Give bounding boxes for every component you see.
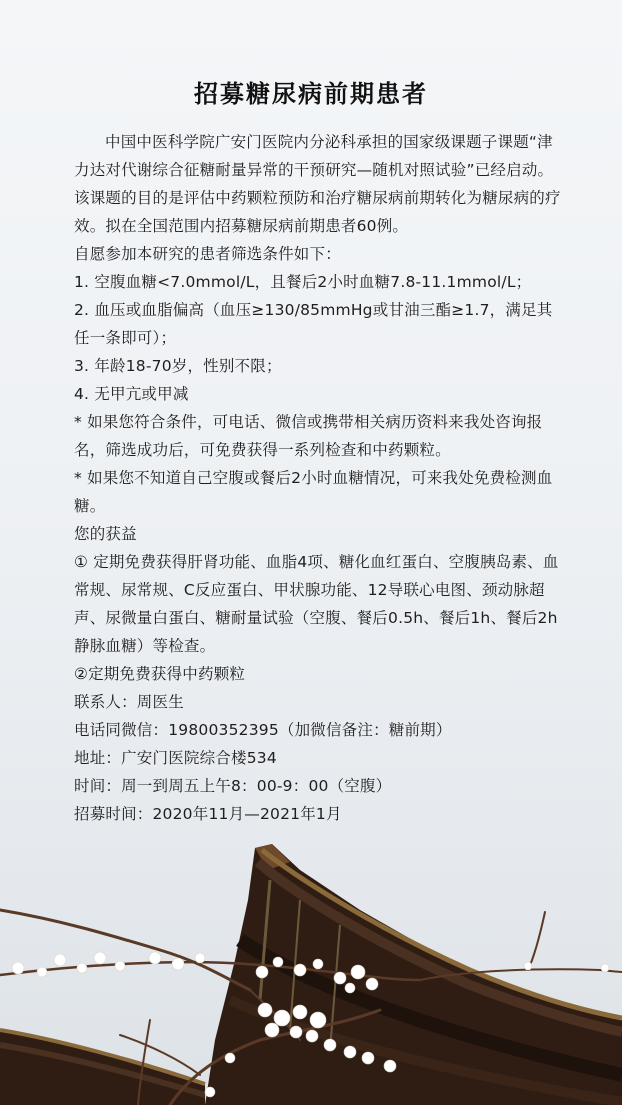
contact-phone: 电话同微信：19800352395（加微信备注：糖前期） [74,721,452,739]
benefits-heading: 您的获益 [74,525,137,543]
contact-time: 时间：周一到周五上午8：00-9：00（空腹） [74,777,392,795]
contact-person: 联系人：周医生 [74,693,184,711]
lower-roof [0,1030,205,1105]
benefit-item: ① 定期免费获得肝肾功能、血脂4项、糖化血红蛋白、空腹胰岛素、血常规、尿常规、C反应蛋白、甲状腺功能、12导联心电图、颈动脉超声、尿微量白蛋白、糖耐量试验（空腹、餐后0.5h、餐后1h、餐后2h静脉血糖）等检查。 [74,553,559,655]
criteria-item: 2. 血压或血脂偏高（血压≥130/85mmHg或甘油三酯≥1.7，满足其任一条即可）； [74,301,553,347]
temple-roof-image [0,840,622,1105]
criteria-item: 3. 年龄18-70岁，性别不限； [74,357,282,375]
note-item: * 如果您符合条件，可电话、微信或携带相关病历资料来我处咨询报名，筛选成功后，可免费获得一系列检查和中药颗粒。 [74,413,543,459]
poster-body [74,128,564,828]
criteria-item: 4. 无甲亢或甲减 [74,385,189,403]
benefit-item: ②定期免费获得中药颗粒 [74,665,246,683]
note-item: * 如果您不知道自己空腹或餐后2小时血糖情况，可来我处免费检测血糖。 [74,469,553,515]
criteria-heading: 自愿参加本研究的患者筛选条件如下： [74,245,341,263]
intro-paragraph: 中国中医科学院广安门医院内分泌科承担的国家级课题子课题“津力达对代谢综合征糖耐量异常的干预研究—随机对照试验”已经启动。该课题的目的是评估中药颗粒预防和治疗糖尿病前期转化为糖尿病的疗效。拟在全国范围内招募糖尿病前期患者60例。 [74,133,561,235]
contact-address: 地址：广安门医院综合楼534 [74,749,277,767]
recruitment-period: 招募时间：2020年11月—2021年1月 [74,805,342,823]
criteria-item: 1. 空腹血糖<7.0mmol/L，且餐后2小时血糖7.8-11.1mmol/L； [74,273,532,291]
page-title: 招募糖尿病前期患者 [194,80,428,108]
